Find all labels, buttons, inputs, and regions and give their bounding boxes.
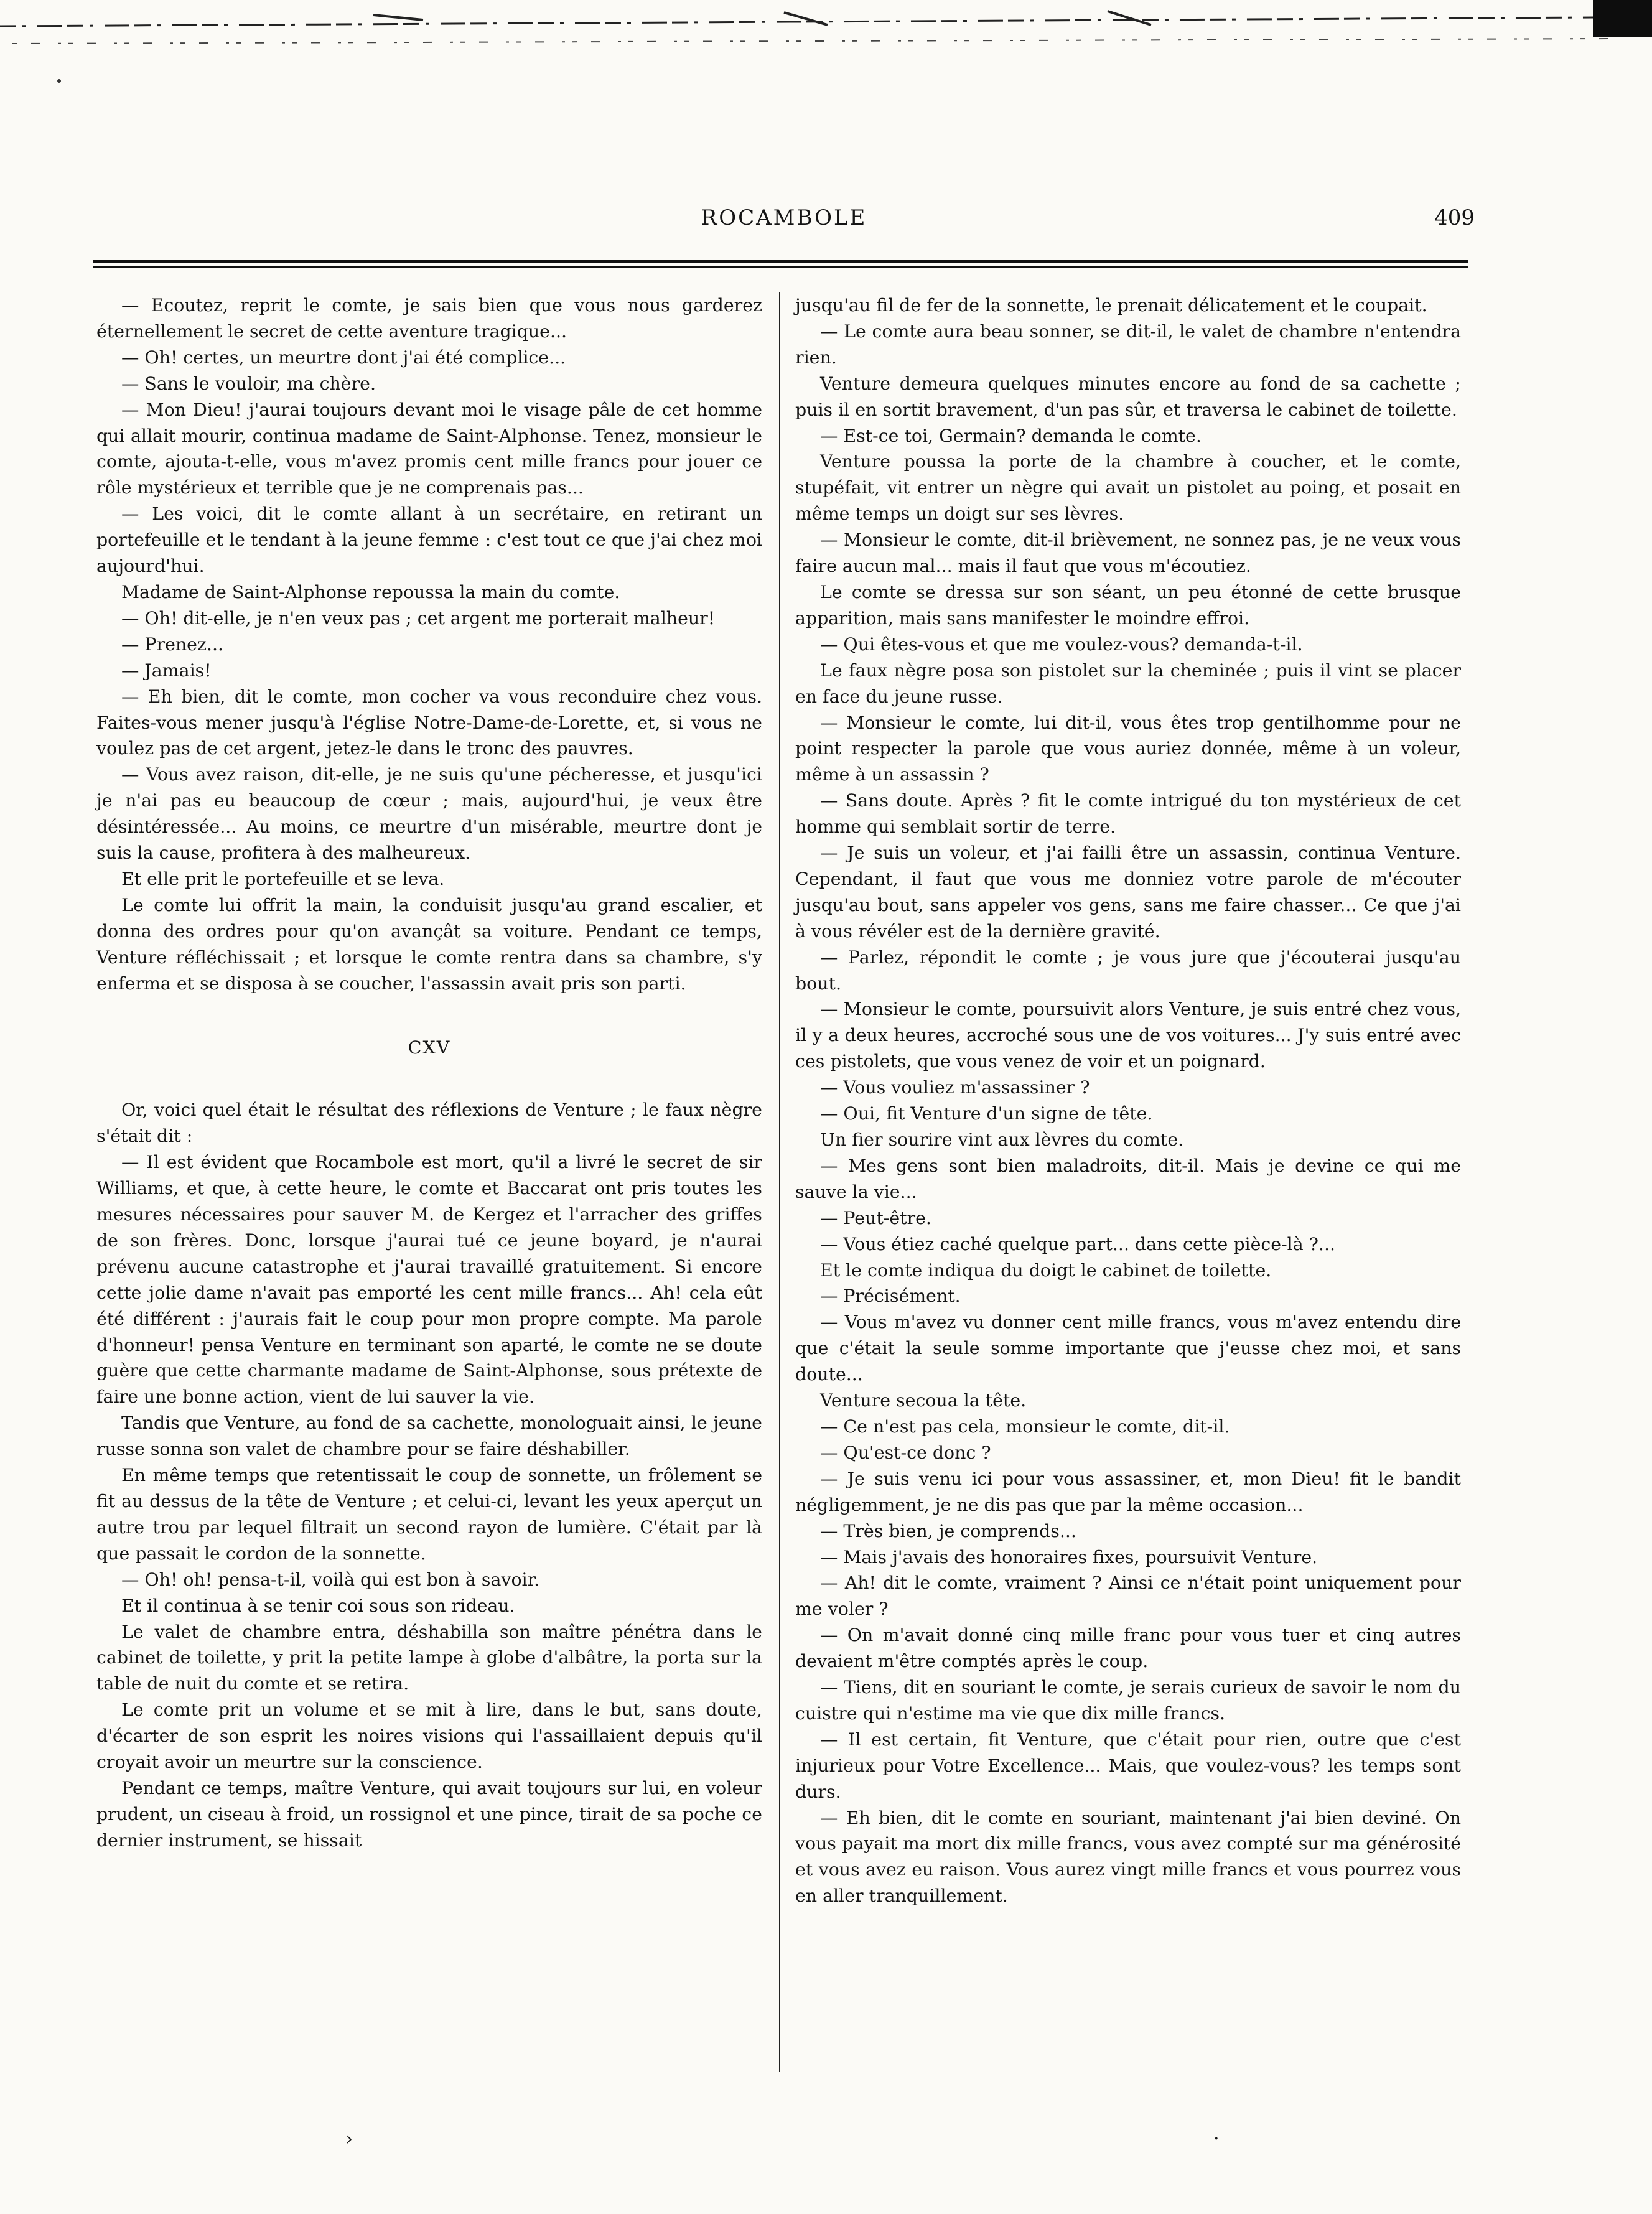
page-number: 409 bbox=[1434, 205, 1475, 230]
paragraph: En même temps que retentissait le coup de sonnette, un frôlement se fit au dessus de la tête de Venture ; et celui-ci, levant les yeux aperçut un autre trou par lequel filtrait un second rayon de lumière. C'était par là que passait le cordon de la sonnette. bbox=[96, 1465, 762, 1564]
footer-mark-left: › bbox=[345, 2128, 353, 2150]
paragraph: Venture secoua la tête. bbox=[820, 1390, 1027, 1411]
paragraph: — Vous étiez caché quelque part... dans cette pièce-là ?... bbox=[820, 1233, 1335, 1254]
paragraph: jusqu'au fil de fer de la sonnette, le prenait délicatement et le coupait. bbox=[795, 295, 1427, 315]
paragraph: — Très bien, je comprends... bbox=[820, 1520, 1076, 1541]
paragraph: Le faux nègre posa son pistolet sur la cheminée ; puis il vint se placer en face du jeune russe. bbox=[795, 660, 1461, 707]
paragraph: — Prenez... bbox=[121, 633, 224, 655]
paragraph: — On m'avait donné cinq mille franc pour vous tuer et cinq autres devaient m'être comptés après le coup. bbox=[795, 1625, 1461, 1672]
paragraph: Tandis que Venture, au fond de sa cachette, monologuait ainsi, le jeune russe sonna son valet de chambre pour se faire déshabiller. bbox=[96, 1413, 762, 1460]
paragraph: — Oui, fit Venture d'un signe de tête. bbox=[820, 1103, 1153, 1124]
paragraph: — Sans le vouloir, ma chère. bbox=[121, 373, 376, 394]
header-rule bbox=[93, 260, 1468, 268]
paragraph: Madame de Saint-Alphonse repoussa la main du comte. bbox=[121, 581, 620, 602]
paragraph: — Mon Dieu! j'aurai toujours devant moi le visage pâle de cet homme qui allait mourir, continua madame de Saint-Alphonse. Tenez, monsieur le comte, ajouta-t-elle, vous m'avez promis cent mille francs pour jouer ce rôle mystérieux et terrible que je ne comprenais pas... bbox=[96, 399, 762, 498]
paragraph: — Monsieur le comte, lui dit-il, vous êtes trop gentilhomme pour ne point respecter la parole que vous auriez donnée, même à un voleur, même à un assassin ? bbox=[795, 712, 1461, 785]
paragraph: Un fier sourire vint aux lèvres du comte. bbox=[820, 1129, 1184, 1150]
paragraph: — Oh! dit-elle, je n'en veux pas ; cet argent me porterait malheur! bbox=[121, 607, 716, 628]
paragraph: — Peut-être. bbox=[820, 1207, 931, 1228]
scan-noise-top bbox=[0, 0, 1652, 87]
paragraph: — Oh! oh! pensa-t-il, voilà qui est bon à savoir. bbox=[121, 1569, 540, 1590]
paragraph: Et le comte indiqua du doigt le cabinet de toilette. bbox=[820, 1259, 1272, 1281]
paragraph: — Qu'est-ce donc ? bbox=[820, 1442, 991, 1463]
paragraph: — Vous m'avez vu donner cent mille francs, vous m'avez entendu dire que c'était la seule somme importante que j'eusse chez moi, et sans doute... bbox=[795, 1312, 1461, 1385]
footer-mark-right: · bbox=[1213, 2128, 1220, 2150]
paragraph: — Ecoutez, reprit le comte, je sais bien que vous nous garderez éternellement le secret de cette aventure tragique... bbox=[96, 295, 762, 342]
paragraph: — Tiens, dit en souriant le comte, je serais curieux de savoir le nom du cuistre qui n'estime ma vie que dix mille francs. bbox=[795, 1677, 1461, 1724]
paragraph: — Le comte aura beau sonner, se dit-il, le valet de chambre n'entendra rien. bbox=[795, 320, 1461, 368]
paragraph: Or, voici quel était le résultat des réflexions de Venture ; le faux nègre s'était dit : bbox=[96, 1100, 762, 1147]
paragraph: — Il est évident que Rocambole est mort, qu'il a livré le secret de sir Williams, et que, à cette heure, le comte et Baccarat ont pris toutes les mesures nécessaires pour sauver M. de Kergez et l'arracher des griffes de son frères. Donc, lorsque j'aurai tué ce jeune boyard, je n'aurai prévenu aucune catastrophe et j'aurai travaillé gratuitement. Si encore cette jolie dame n'avait pas emporté les cent mille francs... Ah! cela eût été différent : j'aurais fait le coup pour mon propre compte. Ma parole d'honneur! pensa Venture en terminant son aparté, le comte ne se doute guère que cette charmante madame de Saint-Alphonse, sous prétexte de faire une bonne action, vient de lui sauver la vie. bbox=[96, 1152, 762, 1408]
paragraph: Le valet de chambre entra, déshabilla son maître pénétra dans le cabinet de toilette, y prit la petite lampe à globe d'albâtre, la porta sur la table de nuit du comte et se retira. bbox=[96, 1621, 762, 1694]
paragraph: Et elle prit le portefeuille et se leva. bbox=[121, 868, 445, 889]
paragraph: — Les voici, dit le comte allant à un secrétaire, en retirant un portefeuille et le tendant à la jeune femme : c'est tout ce que j'ai chez moi aujourd'hui. bbox=[96, 503, 762, 577]
paragraph: — Monsieur le comte, dit-il brièvement, ne sonnez pas, je ne veux vous faire aucun mal... mais il faut que vous m'écoutiez. bbox=[795, 530, 1461, 577]
paragraph: Le comte lui offrit la main, la conduisit jusqu'au grand escalier, et donna des ordres pour qu'on avançât sa voiture. Pendant ce temps, Venture réfléchissait ; et lorsque le comte rentra dans sa chambre, s'y enferma et se disposa à se coucher, l'assassin avait pris son parti. bbox=[96, 894, 762, 994]
paragraph: — Eh bien, dit le comte en souriant, maintenant j'ai bien deviné. On vous payait ma mort dix mille francs, vous avez compté sur ma générosité et vous avez eu raison. Vous aurez vingt mille francs et vous pourrez vous en aller tranquillement. bbox=[795, 1807, 1461, 1907]
paragraph: — Mais j'avais des honoraires fixes, poursuivit Venture. bbox=[820, 1546, 1318, 1567]
left-column bbox=[96, 292, 762, 1854]
paragraph: — Il est certain, fit Venture, que c'était pour rien, outre que c'est injurieux pour Votre Excellence... Mais, que voulez-vous? les temps sont durs. bbox=[795, 1729, 1461, 1802]
right-column bbox=[795, 292, 1461, 1909]
paragraph: — Monsieur le comte, poursuivit alors Venture, je suis entré chez vous, il y a deux heures, accroché sous une de vos voitures... J'y suis entré avec ces pistolets, que vous venez de voir et un poignard. bbox=[795, 999, 1461, 1072]
paragraph: — Vous avez raison, dit-elle, je ne suis qu'une pécheresse, et jusqu'ici je n'ai pas eu beaucoup de cœur ; mais, aujourd'hui, je veux être désintéressée... Au moins, ce meurtre d'un misérable, meurtre dont je suis la cause, profitera à des malheureux. bbox=[96, 764, 762, 864]
page-header bbox=[93, 205, 1475, 249]
paragraph: — Je suis venu ici pour vous assassiner, et, mon Dieu! fit le bandit négligemment, je ne dis pas que par la même occasion... bbox=[795, 1468, 1461, 1515]
chapter-heading: CXV bbox=[408, 1037, 451, 1058]
paragraph: — Ah! dit le comte, vraiment ? Ainsi ce n'était point uniquement pour me voler ? bbox=[795, 1572, 1461, 1620]
paragraph: — Oh! certes, un meurtre dont j'ai été complice... bbox=[121, 347, 566, 368]
paragraph: — Est-ce toi, Germain? demanda le comte. bbox=[820, 425, 1202, 446]
paragraph: Pendant ce temps, maître Venture, qui avait toujours sur lui, en voleur prudent, un ciseau à froid, un rossignol et une pince, tirait de sa poche ce dernier instrument, se hissait bbox=[96, 1777, 762, 1851]
paragraph: — Parlez, répondit le comte ; je vous jure que j'écouterai jusqu'au bout. bbox=[795, 946, 1461, 994]
paragraph: Le comte se dressa sur son séant, un peu étonné de cette brusque apparition, mais sans manifester le moindre effroi. bbox=[795, 581, 1461, 628]
paragraph: — Jamais! bbox=[121, 660, 212, 681]
paragraph: — Ce n'est pas cela, monsieur le comte, dit-il. bbox=[820, 1416, 1230, 1437]
paragraph: Venture poussa la porte de la chambre à coucher, et le comte, stupéfait, vit entrer un nègre qui avait un pistolet au poing, et posait en même temps un doigt sur ses lèvres. bbox=[795, 451, 1461, 525]
paragraph: — Eh bien, dit le comte, mon cocher va vous reconduire chez vous. Faites-vous mener jusqu'à l'église Notre-Dame-de-Lorette, et, si vous ne voulez pas de cet argent, jetez-le dans le tronc des pauvres. bbox=[96, 686, 762, 759]
paragraph: — Qui êtes-vous et que me voulez-vous? demanda-t-il. bbox=[820, 633, 1303, 655]
paragraph: — Sans doute. Après ? fit le comte intrigué du ton mystérieux de cet homme qui semblait sortir de terre. bbox=[795, 790, 1461, 838]
paragraph: — Vous vouliez m'assassiner ? bbox=[820, 1077, 1090, 1098]
paragraph: Et il continua à se tenir coi sous son rideau. bbox=[121, 1595, 515, 1616]
paragraph: Venture demeura quelques minutes encore au fond de sa cachette ; puis il en sortit bravement, d'un pas sûr, et traversa le cabinet de toilette. bbox=[795, 373, 1461, 420]
paragraph: — Mes gens sont bien maladroits, dit-il. Mais je devine ce qui me sauve la vie... bbox=[795, 1155, 1461, 1202]
paragraph: Le comte prit un volume et se mit à lire, dans le but, sans doute, d'écarter de son esprit les noires visions qui l'assaillaient depuis qu'il croyait avoir un meurtre sur la conscience. bbox=[96, 1699, 762, 1773]
paragraph: — Précisément. bbox=[820, 1286, 961, 1307]
running-title: ROCAMBOLE bbox=[701, 205, 867, 230]
paragraph: — Je suis un voleur, et j'ai failli être un assassin, continua Venture. Cependant, il faut que vous me donniez votre parole de m'écouter jusqu'au bout, sans appeler vos gens, sans me faire chasser... Ce que j'ai à vous révéler est de la dernière gravité. bbox=[795, 843, 1461, 941]
column-divider bbox=[779, 292, 780, 2072]
